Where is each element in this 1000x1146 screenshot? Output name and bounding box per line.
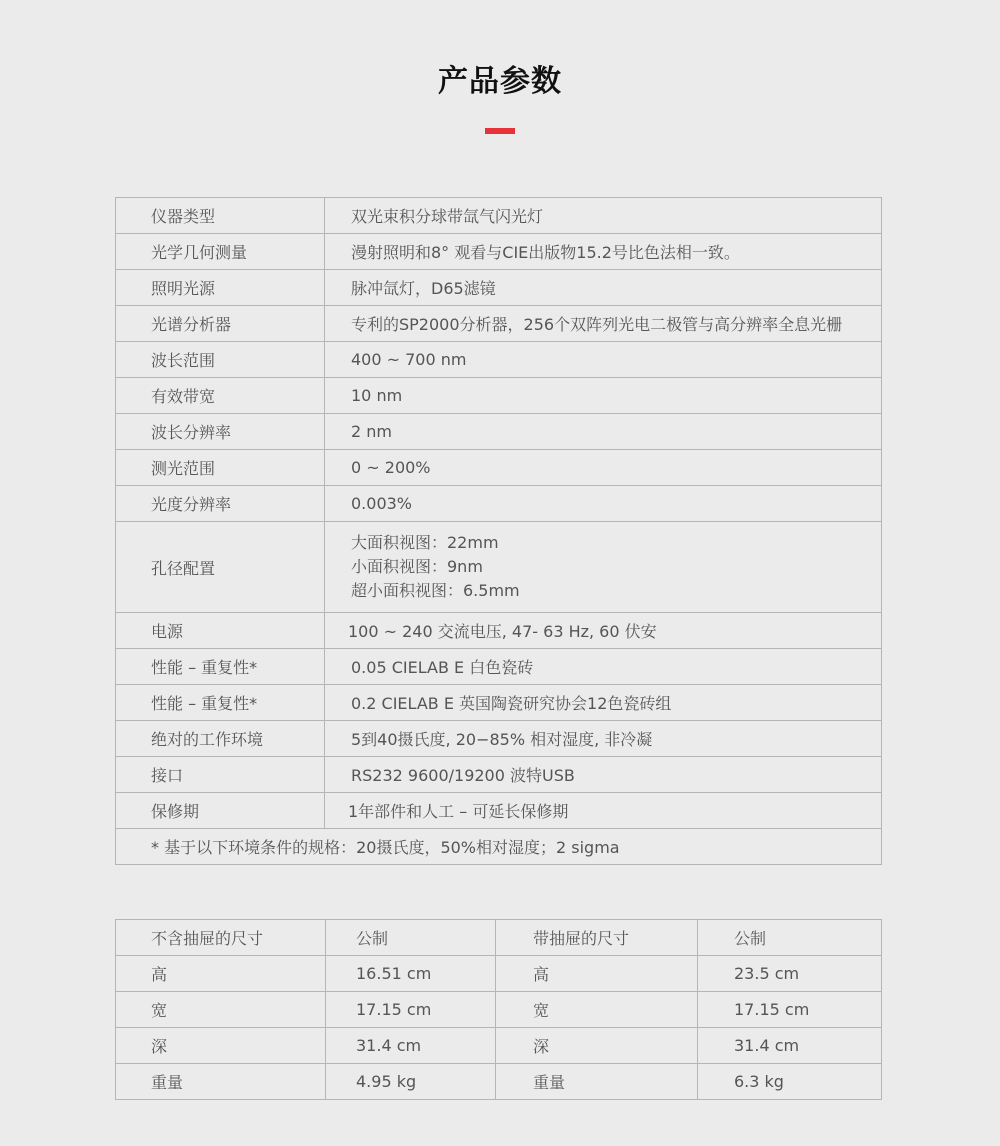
dim-value: 16.51 cm — [326, 956, 496, 992]
spec-value: 1年部件和人工 – 可延长保修期 — [325, 793, 882, 829]
dimensions-table — [115, 919, 882, 1100]
dim-value: 31.4 cm — [698, 1028, 882, 1064]
spec-label: 波长范围 — [116, 342, 325, 378]
spec-label: 孔径配置 — [116, 522, 325, 613]
spec-value: 100 ~ 240 交流电压, 47- 63 Hz, 60 伏安 — [325, 613, 882, 649]
spec-value: 脉冲氙灯，D65滤镜 — [325, 270, 882, 306]
spec-value: 0.2 CIELAB E 英国陶瓷研究协会12色瓷砖组 — [325, 685, 882, 721]
header-without-drawer: 不含抽屉的尺寸 — [116, 920, 326, 956]
dim-label: 高 — [496, 956, 698, 992]
table-row — [116, 992, 882, 1028]
dim-value: 31.4 cm — [326, 1028, 496, 1064]
header-metric: 公制 — [326, 920, 496, 956]
dim-label: 宽 — [116, 992, 326, 1028]
dim-label: 重量 — [116, 1064, 326, 1100]
table-row — [116, 1028, 882, 1064]
dim-label: 深 — [116, 1028, 326, 1064]
spec-label: 有效带宽 — [116, 378, 325, 414]
page-title: 产品参数 — [438, 64, 562, 99]
table-row — [116, 306, 882, 342]
table-row — [116, 234, 882, 270]
spec-value: 10 nm — [325, 378, 882, 414]
spec-value: 漫射照明和8° 观看与CIE出版物15.2号比色法相一致。 — [325, 234, 882, 270]
table-row — [116, 1064, 882, 1100]
table-row — [116, 270, 882, 306]
spec-label: 波长分辨率 — [116, 414, 325, 450]
spec-label: 保修期 — [116, 793, 325, 829]
dim-label: 重量 — [496, 1064, 698, 1100]
spec-label: 绝对的工作环境 — [116, 721, 325, 757]
dim-value: 23.5 cm — [698, 956, 882, 992]
spec-label: 电源 — [116, 613, 325, 649]
dim-label: 高 — [116, 956, 326, 992]
spec-value: 0.05 CIELAB E 白色瓷砖 — [325, 649, 882, 685]
table-row — [116, 450, 882, 486]
spec-label: 光谱分析器 — [116, 306, 325, 342]
table-row — [116, 649, 882, 685]
spec-table — [115, 197, 882, 865]
spec-label: 测光范围 — [116, 450, 325, 486]
spec-label: 光学几何测量 — [116, 234, 325, 270]
spec-footnote: * 基于以下环境条件的规格：20摄氏度，50%相对湿度；2 sigma — [116, 829, 882, 865]
dim-label: 深 — [496, 1028, 698, 1064]
dim-value: 4.95 kg — [326, 1064, 496, 1100]
table-row — [116, 956, 882, 992]
aperture-ultra-small: 超小面积视图：6.5mm — [351, 581, 520, 600]
spec-value-aperture — [325, 522, 882, 613]
header-metric: 公制 — [698, 920, 882, 956]
table-row — [116, 613, 882, 649]
spec-value: 0.003% — [325, 486, 882, 522]
table-row — [116, 522, 882, 613]
table-row — [116, 378, 882, 414]
spec-label: 接口 — [116, 757, 325, 793]
spec-label: 性能 – 重复性* — [116, 649, 325, 685]
aperture-small: 小面积视图：9nm — [351, 557, 483, 576]
spec-value: 5到40摄氏度, 20−85% 相对湿度, 非冷凝 — [325, 721, 882, 757]
dim-value: 6.3 kg — [698, 1064, 882, 1100]
spec-label: 照明光源 — [116, 270, 325, 306]
spec-value: 双光束积分球带氙气闪光灯 — [325, 198, 882, 234]
aperture-large: 大面积视图：22mm — [351, 533, 499, 552]
table-header-row — [116, 920, 882, 956]
footnote-row — [116, 829, 882, 865]
spec-value: 专利的SP2000分析器，256个双阵列光电二极管与高分辨率全息光栅 — [325, 306, 882, 342]
table-row — [116, 486, 882, 522]
table-row — [116, 721, 882, 757]
spec-label: 光度分辨率 — [116, 486, 325, 522]
title-accent-bar — [485, 128, 515, 134]
spec-value: 400 ~ 700 nm — [325, 342, 882, 378]
table-row — [116, 757, 882, 793]
dim-value: 17.15 cm — [326, 992, 496, 1028]
dim-value: 17.15 cm — [698, 992, 882, 1028]
spec-label: 性能 – 重复性* — [116, 685, 325, 721]
table-row — [116, 198, 882, 234]
table-row — [116, 342, 882, 378]
spec-value: 2 nm — [325, 414, 882, 450]
header-with-drawer: 带抽屉的尺寸 — [496, 920, 698, 956]
table-row — [116, 793, 882, 829]
table-row — [116, 685, 882, 721]
spec-value: RS232 9600/19200 波特USB — [325, 757, 882, 793]
table-row — [116, 414, 882, 450]
dim-label: 宽 — [496, 992, 698, 1028]
spec-value: 0 ~ 200% — [325, 450, 882, 486]
spec-label: 仪器类型 — [116, 198, 325, 234]
